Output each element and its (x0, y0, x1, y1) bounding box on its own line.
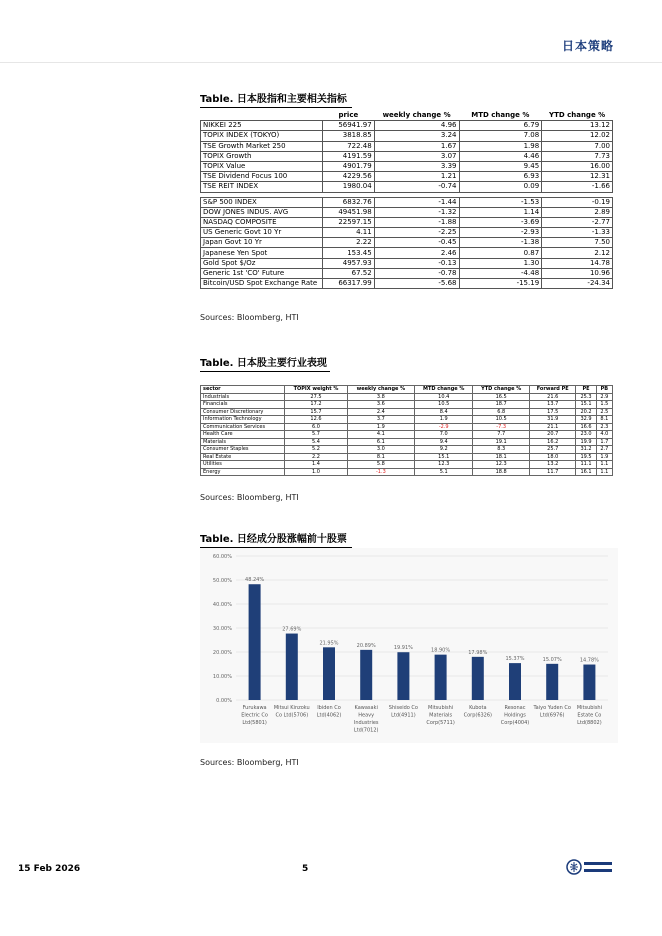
index-value-cell: 4191.59 (322, 151, 374, 161)
x-category-label: Industries (353, 720, 379, 726)
sector-value-cell: 19.1 (473, 438, 530, 446)
index-table (200, 111, 613, 289)
index-value-cell: 0.09 (459, 182, 542, 192)
index-table-header (201, 111, 613, 121)
x-category-label: Mitsui Kinzoku (273, 705, 310, 711)
sector-value-cell: 5.7 (285, 431, 348, 439)
section1-title-text: Table. 日本股指和主要相关指标 (200, 94, 347, 105)
sector-col-fwdpe: Forward PE (530, 386, 576, 394)
index-value-cell: 22597.15 (322, 217, 374, 227)
sector-value-cell: 16.5 (473, 393, 530, 401)
index-value-cell: 3.07 (374, 151, 459, 161)
sector-col-sector: sector (201, 386, 285, 394)
sector-value-cell: 1.7 (596, 438, 612, 446)
x-category-label: Corp(4004) (500, 720, 530, 726)
x-category-label: Ibiden Co (317, 705, 341, 711)
top-gainers-chart-svg (200, 548, 618, 743)
bar (472, 657, 484, 700)
index-col-weekly: weekly change % (374, 111, 459, 121)
sector-value-cell: 2.5 (596, 408, 612, 416)
bar (249, 584, 261, 700)
sector-row (201, 408, 613, 416)
sector-name-cell: Consumer Staples (201, 446, 285, 454)
index-value-cell: -2.93 (459, 228, 542, 238)
section2-title-text: Table. 日本股主要行业表现 (200, 358, 327, 369)
sector-value-cell: 2.3 (596, 423, 612, 431)
bar-data-label: 20.89% (356, 642, 376, 649)
index-row (201, 268, 613, 278)
sector-value-cell: 1.4 (285, 461, 348, 469)
index-value-cell: 0.87 (459, 248, 542, 258)
index-value-cell: 3818.85 (322, 131, 374, 141)
sector-value-cell: 25.7 (530, 446, 576, 454)
index-col-ytd: YTD change % (542, 111, 613, 121)
sector-value-cell: 17.2 (285, 401, 348, 409)
sector-name-cell: Real Estate (201, 453, 285, 461)
bar-data-label: 17.98% (468, 649, 488, 656)
bar (286, 634, 298, 700)
sector-value-cell: 15.7 (285, 408, 348, 416)
bar-data-label: 15.07% (542, 656, 562, 663)
sector-value-cell: 1.0 (285, 468, 348, 476)
index-row (201, 141, 613, 151)
section1-source: Sources: Bloomberg, HTI (200, 313, 299, 322)
sector-name-cell: Materials (201, 438, 285, 446)
index-value-cell: 49451.98 (322, 207, 374, 217)
sector-value-cell: 18.0 (530, 453, 576, 461)
sector-value-cell: 2.7 (596, 446, 612, 454)
sector-value-cell: 20.7 (530, 431, 576, 439)
sector-row (201, 438, 613, 446)
index-value-cell: 7.08 (459, 131, 542, 141)
sector-value-cell: 32.9 (576, 416, 596, 424)
sector-value-cell: 10.5 (415, 401, 473, 409)
section2-title (200, 354, 330, 369)
index-row (201, 228, 613, 238)
sector-name-cell: Financials (201, 401, 285, 409)
index-value-cell: -1.44 (374, 197, 459, 207)
index-col-mtd: MTD change % (459, 111, 542, 121)
sector-value-cell: 21.6 (530, 393, 576, 401)
index-name-cell: TOPIX Value (201, 161, 323, 171)
x-category-label: Taiyo Yuden Co (533, 705, 571, 711)
bar-data-label: 27.69% (282, 626, 302, 633)
sector-value-cell: 5.8 (347, 461, 414, 469)
index-row (201, 248, 613, 258)
sector-value-cell: 12.6 (285, 416, 348, 424)
report-category-title: 日本策略 (561, 39, 614, 53)
section3-title-text: Table. 日经成分股涨幅前十股票 (200, 534, 347, 545)
sector-name-cell: Consumer Discretionary (201, 408, 285, 416)
sector-value-cell: 12.3 (415, 461, 473, 469)
index-value-cell: 16.00 (542, 161, 613, 171)
sector-value-cell: 10.4 (415, 393, 473, 401)
x-category-label: Ltd(7012) (353, 727, 379, 734)
sector-name-cell: Communication Services (201, 423, 285, 431)
index-value-cell: -4.48 (459, 268, 542, 278)
index-value-cell: 12.31 (542, 172, 613, 182)
index-value-cell: -5.68 (374, 279, 459, 289)
index-value-cell: 4.11 (322, 228, 374, 238)
sector-value-cell: 27.5 (285, 393, 348, 401)
sector-row (201, 446, 613, 454)
sector-value-cell: 19.5 (576, 453, 596, 461)
sector-value-cell: 8.4 (415, 408, 473, 416)
sector-value-cell: 8.1 (347, 453, 414, 461)
section1-title (200, 90, 352, 105)
sector-value-cell: 16.6 (576, 423, 596, 431)
index-value-cell: -0.19 (542, 197, 613, 207)
sector-table-header (201, 386, 613, 394)
x-category-label: Co Ltd(5706) (275, 712, 309, 719)
index-name-cell: NIKKEI 225 (201, 121, 323, 131)
index-value-cell: 4901.79 (322, 161, 374, 171)
index-name-cell: Generic 1st 'CO' Future (201, 268, 323, 278)
sector-value-cell: 5.1 (415, 468, 473, 476)
index-value-cell: 2.89 (542, 207, 613, 217)
sector-value-cell: 8.3 (473, 446, 530, 454)
index-name-cell: TSE REIT INDEX (201, 182, 323, 192)
x-category-label: Mitsubishi (576, 705, 602, 711)
index-value-cell: -1.33 (542, 228, 613, 238)
page-number: 5 (302, 864, 309, 874)
sector-value-cell: 13.2 (530, 461, 576, 469)
sector-row (201, 423, 613, 431)
index-value-cell: -0.13 (374, 258, 459, 268)
index-value-cell: -2.25 (374, 228, 459, 238)
index-value-cell: 6832.76 (322, 197, 374, 207)
index-row (201, 279, 613, 289)
sector-name-cell: Utilities (201, 461, 285, 469)
index-value-cell: 7.50 (542, 238, 613, 248)
index-value-cell: -1.38 (459, 238, 542, 248)
section3-source: Sources: Bloomberg, HTI (200, 758, 299, 767)
index-col-price: price (322, 111, 374, 121)
index-row (201, 207, 613, 217)
index-value-cell: 1.21 (374, 172, 459, 182)
sector-col-weight: TOPIX weight % (285, 386, 348, 394)
index-value-cell: 7.00 (542, 141, 613, 151)
x-category-label: Materials (429, 712, 453, 719)
index-name-cell: TSE Dividend Focus 100 (201, 172, 323, 182)
sector-row (201, 393, 613, 401)
sector-value-cell: 5.4 (285, 438, 348, 446)
x-category-label: Ltd(8802) (577, 720, 602, 726)
sector-row (201, 468, 613, 476)
bar (546, 664, 558, 700)
index-value-cell: -0.45 (374, 238, 459, 248)
bar (323, 647, 335, 700)
top-gainers-chart (200, 548, 618, 743)
sector-value-cell: 1.9 (347, 423, 414, 431)
x-category-label: Holdings (504, 712, 526, 719)
index-row (201, 121, 613, 131)
bar (509, 663, 521, 700)
index-name-cell: TOPIX Growth (201, 151, 323, 161)
section1-title-underline (200, 107, 352, 108)
sector-value-cell: 3.8 (347, 393, 414, 401)
sector-row (201, 453, 613, 461)
index-value-cell: 2.46 (374, 248, 459, 258)
sector-value-cell: 31.9 (530, 416, 576, 424)
index-value-cell: 1980.04 (322, 182, 374, 192)
haitong-logo (566, 857, 616, 877)
index-value-cell: -1.53 (459, 197, 542, 207)
bar-data-label: 15.37% (505, 656, 525, 663)
sector-value-cell: 4.1 (347, 431, 414, 439)
y-tick-label: 30.00% (212, 626, 232, 632)
x-category-label: Furukawa (242, 705, 267, 711)
x-category-label: Corp(5711) (426, 720, 455, 726)
index-name-cell: Japanese Yen Spot (201, 248, 323, 258)
index-value-cell: -24.34 (542, 279, 613, 289)
index-value-cell: 153.45 (322, 248, 374, 258)
sector-value-cell: 12.3 (473, 461, 530, 469)
sector-value-cell: 7.7 (473, 431, 530, 439)
index-value-cell: 3.24 (374, 131, 459, 141)
sector-value-cell: 1.1 (596, 468, 612, 476)
index-row (201, 182, 613, 192)
sector-table (200, 385, 613, 476)
sector-value-cell: 19.9 (576, 438, 596, 446)
sector-value-cell: 21.1 (530, 423, 576, 431)
bar-data-label: 19.91% (393, 645, 413, 652)
sector-value-cell: 31.2 (576, 446, 596, 454)
index-value-cell: 12.02 (542, 131, 613, 141)
sector-value-cell: 9.4 (415, 438, 473, 446)
index-value-cell: 13.12 (542, 121, 613, 131)
y-tick-label: 10.00% (212, 674, 232, 680)
sector-value-cell: 11.7 (530, 468, 576, 476)
sector-value-cell: 3.0 (347, 446, 414, 454)
sector-row (201, 461, 613, 469)
index-value-cell: -0.74 (374, 182, 459, 192)
sector-value-cell: 18.8 (473, 468, 530, 476)
sector-value-cell: 1.9 (415, 416, 473, 424)
index-value-cell: 7.73 (542, 151, 613, 161)
index-value-cell: 1.30 (459, 258, 542, 268)
index-name-cell: DOW JONES INDUS. AVG (201, 207, 323, 217)
index-row (201, 197, 613, 207)
y-tick-label: 50.00% (212, 578, 232, 584)
index-value-cell: 1.14 (459, 207, 542, 217)
bar-data-label: 48.24% (245, 577, 265, 584)
x-category-label: Ltd(4062) (316, 712, 342, 719)
sector-value-cell: 16.2 (530, 438, 576, 446)
index-value-cell: 9.45 (459, 161, 542, 171)
index-row (201, 161, 613, 171)
y-tick-label: 60.00% (212, 554, 232, 560)
index-value-cell: 1.98 (459, 141, 542, 151)
index-row (201, 217, 613, 227)
sector-value-cell: -1.3 (347, 468, 414, 476)
sector-value-cell: 8.1 (596, 416, 612, 424)
sector-value-cell: 1.9 (596, 453, 612, 461)
sector-name-cell: Information Technology (201, 416, 285, 424)
x-category-label: Ltd(4911) (391, 712, 416, 719)
sector-name-cell: Energy (201, 468, 285, 476)
index-value-cell: 4229.56 (322, 172, 374, 182)
index-value-cell: 4.96 (374, 121, 459, 131)
sector-value-cell: 23.0 (576, 431, 596, 439)
index-name-cell: Gold Spot $/Oz (201, 258, 323, 268)
sector-value-cell: -7.3 (473, 423, 530, 431)
index-value-cell: -1.32 (374, 207, 459, 217)
x-category-label: Kawasaki (354, 705, 378, 711)
sector-value-cell: 2.9 (596, 393, 612, 401)
sector-value-cell: 16.1 (576, 468, 596, 476)
index-name-cell: Japan Govt 10 Yr (201, 238, 323, 248)
index-value-cell: -0.78 (374, 268, 459, 278)
sector-col-pb: PB (596, 386, 612, 394)
y-tick-label: 40.00% (212, 602, 232, 608)
x-category-label: Estate Co (577, 712, 602, 719)
index-row (201, 238, 613, 248)
index-value-cell: 56941.97 (322, 121, 374, 131)
header-divider (0, 62, 662, 63)
index-value-cell: -1.66 (542, 182, 613, 192)
sector-value-cell: 4.0 (596, 431, 612, 439)
index-row (201, 131, 613, 141)
sector-value-cell: 25.3 (576, 393, 596, 401)
sector-value-cell: 6.0 (285, 423, 348, 431)
index-value-cell: 4957.93 (322, 258, 374, 268)
x-category-label: Mitsubishi (428, 705, 454, 711)
section2-source: Sources: Bloomberg, HTI (200, 493, 299, 502)
section3-title (200, 530, 352, 545)
index-row (201, 151, 613, 161)
sector-row (201, 401, 613, 409)
index-col-name (201, 111, 323, 121)
x-category-label: Electric Co (241, 712, 268, 719)
x-category-label: Resonac (504, 705, 526, 711)
bar-data-label: 14.78% (579, 657, 599, 664)
index-value-cell: 66317.99 (322, 279, 374, 289)
sector-value-cell: 9.2 (415, 446, 473, 454)
x-category-label: Ltd(5801) (242, 720, 267, 726)
sector-col-pe: PE (576, 386, 596, 394)
index-row (201, 172, 613, 182)
index-name-cell: TOPIX INDEX (TOKYO) (201, 131, 323, 141)
sector-value-cell: 18.7 (473, 401, 530, 409)
sector-col-weekly: weekly change % (347, 386, 414, 394)
index-name-cell: NASDAQ COMPOSITE (201, 217, 323, 227)
bar-data-label: 21.95% (319, 640, 339, 647)
sector-value-cell: 2.4 (347, 408, 414, 416)
index-value-cell: 6.93 (459, 172, 542, 182)
x-category-label: Ltd(6976) (539, 712, 565, 719)
index-value-cell: 3.39 (374, 161, 459, 171)
sector-row (201, 416, 613, 424)
sector-value-cell: 7.0 (415, 431, 473, 439)
sector-col-mtd: MTD change % (415, 386, 473, 394)
sector-value-cell: 20.2 (576, 408, 596, 416)
sector-value-cell: 13.7 (530, 401, 576, 409)
index-value-cell: 722.48 (322, 141, 374, 151)
x-category-label: Corp(6326) (463, 712, 493, 719)
report-date: 15 Feb 2026 (18, 864, 81, 874)
sector-value-cell: 6.1 (347, 438, 414, 446)
index-value-cell: 2.12 (542, 248, 613, 258)
sector-row (201, 431, 613, 439)
index-row (201, 258, 613, 268)
x-category-label: Kubota (469, 705, 487, 711)
index-value-cell: -3.69 (459, 217, 542, 227)
sector-value-cell: 15.1 (576, 401, 596, 409)
index-value-cell: 2.22 (322, 238, 374, 248)
x-category-label: Shiseido Co (388, 705, 418, 711)
index-value-cell: 4.46 (459, 151, 542, 161)
sector-value-cell: 17.5 (530, 408, 576, 416)
index-value-cell: -1.88 (374, 217, 459, 227)
sector-value-cell: 15.1 (415, 453, 473, 461)
index-name-cell: US Generic Govt 10 Yr (201, 228, 323, 238)
index-value-cell: -2.77 (542, 217, 613, 227)
section2-title-underline (200, 371, 330, 372)
sector-name-cell: Health Care (201, 431, 285, 439)
bar (360, 650, 372, 700)
haitong-logo-icon (566, 857, 616, 877)
sector-value-cell: 18.1 (473, 453, 530, 461)
sector-value-cell: -2.9 (415, 423, 473, 431)
sector-value-cell: 6.8 (473, 408, 530, 416)
sector-value-cell: 5.2 (285, 446, 348, 454)
index-value-cell: 6.79 (459, 121, 542, 131)
sector-col-ytd: YTD change % (473, 386, 530, 394)
index-value-cell: 67.52 (322, 268, 374, 278)
index-value-cell: 1.67 (374, 141, 459, 151)
sector-value-cell: 3.6 (347, 401, 414, 409)
sector-value-cell: 11.1 (576, 461, 596, 469)
sector-value-cell: 1.5 (596, 401, 612, 409)
x-category-label: Heavy (358, 712, 375, 719)
bar (583, 665, 595, 700)
index-name-cell: Bitcoin/USD Spot Exchange Rate (201, 279, 323, 289)
sector-value-cell: 10.5 (473, 416, 530, 424)
index-value-cell: 14.78 (542, 258, 613, 268)
bar-data-label: 18.90% (431, 647, 451, 654)
y-tick-label: 20.00% (212, 650, 232, 656)
index-value-cell: -15.19 (459, 279, 542, 289)
sector-name-cell: Industrials (201, 393, 285, 401)
index-name-cell: TSE Growth Market 250 (201, 141, 323, 151)
sector-value-cell: 3.7 (347, 416, 414, 424)
bar (435, 655, 447, 700)
sector-value-cell: 1.1 (596, 461, 612, 469)
sector-value-cell: 2.2 (285, 453, 348, 461)
index-value-cell: 10.96 (542, 268, 613, 278)
y-tick-label: 0.00% (216, 698, 232, 704)
bar (397, 652, 409, 700)
index-name-cell: S&P 500 INDEX (201, 197, 323, 207)
